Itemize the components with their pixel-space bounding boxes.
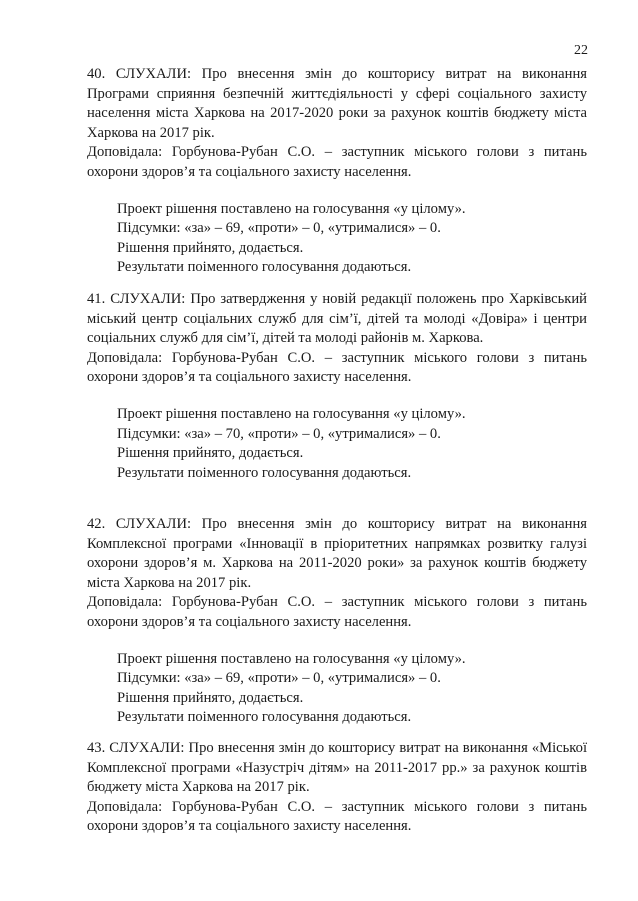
agenda-item-40 [87, 65, 587, 278]
heard-text: 43. СЛУХАЛИ: Про внесення змін до кошторису витрат на виконання «Міської Комплексної програми «Назустріч дітям» на 2011-2017 рр.» за рахунок коштів бюджету міста Харкова на 2017 рік. [87, 740, 587, 796]
reporter-text: Доповідала: Горбунова-Рубан С.О. – заступник міського голови з питань охорони здоров’я та соціального захисту населення. [87, 798, 587, 835]
decision-text: Рішення прийнято, додається. [117, 239, 304, 256]
vote-results-text: Підсумки: «за» – 69, «проти» – 0, «утрималися» – 0. [117, 220, 441, 237]
vote-block [117, 405, 587, 483]
reporter-text: Доповідала: Горбунова-Рубан С.О. – заступник міського голови з питань охорони здоров’я та соціального захисту населення. [87, 144, 587, 180]
decision-text: Рішення прийнято, додається. [117, 689, 304, 706]
vote-block [117, 200, 587, 278]
heard-text: 40. СЛУХАЛИ: Про внесення змін до кошторису витрат на виконання Програми сприяння безпечній життєдіяльності у сфері соціального захисту населення міста Харкова на 2017-2020 роки за рахунок коштів бюджету міста Харкова на 2017 рік. [87, 66, 587, 141]
reporter-text: Доповідала: Горбунова-Рубан С.О. – заступник міського голови з питань охорони здоров’я та соціального захисту населення. [87, 349, 587, 386]
vote-put-text: Проект рішення поставлено на голосування «у цілому». [117, 650, 466, 667]
decision-text: Рішення прийнято, додається. [117, 445, 304, 462]
vote-put-text: Проект рішення поставлено на голосування «у цілому». [117, 405, 466, 422]
vote-put-text: Проект рішення поставлено на голосування «у цілому». [117, 200, 466, 217]
vote-block [117, 650, 587, 728]
heard-text: 42. СЛУХАЛИ: Про внесення змін до кошторису витрат на виконання Комплексної програми «Інновації в пріоритетних напрямках розвитку галузі охорони здоров’я м. Харкова на 2011-2020 роки» за рахунок коштів бюджету міста Харкова на 2017 рік. [87, 516, 587, 591]
roll-call-text: Результати поіменного голосування додаються. [117, 259, 412, 276]
agenda-item-41 [87, 290, 587, 483]
heard-text: 41. СЛУХАЛИ: Про затвердження у новій редакції положень про Харківський міський центр соціальних служб для сім’ї, дітей та молоді «Довіра» і центри соціальних служб для сім’ї, дітей та молоді районів м. Харкова. [87, 291, 587, 347]
page-number: 22 [574, 43, 588, 58]
vote-results-text: Підсумки: «за» – 69, «проти» – 0, «утрималися» – 0. [117, 670, 441, 687]
roll-call-text: Результати поіменного голосування додаються. [117, 464, 412, 481]
roll-call-text: Результати поіменного голосування додаються. [117, 709, 412, 726]
agenda-item-43 [87, 739, 587, 837]
vote-results-text: Підсумки: «за» – 70, «проти» – 0, «утрималися» – 0. [117, 425, 441, 442]
reporter-text: Доповідала: Горбунова-Рубан С.О. – заступник міського голови з питань охорони здоров’я та соціального захисту населення. [87, 594, 587, 630]
agenda-item-42 [87, 515, 587, 728]
